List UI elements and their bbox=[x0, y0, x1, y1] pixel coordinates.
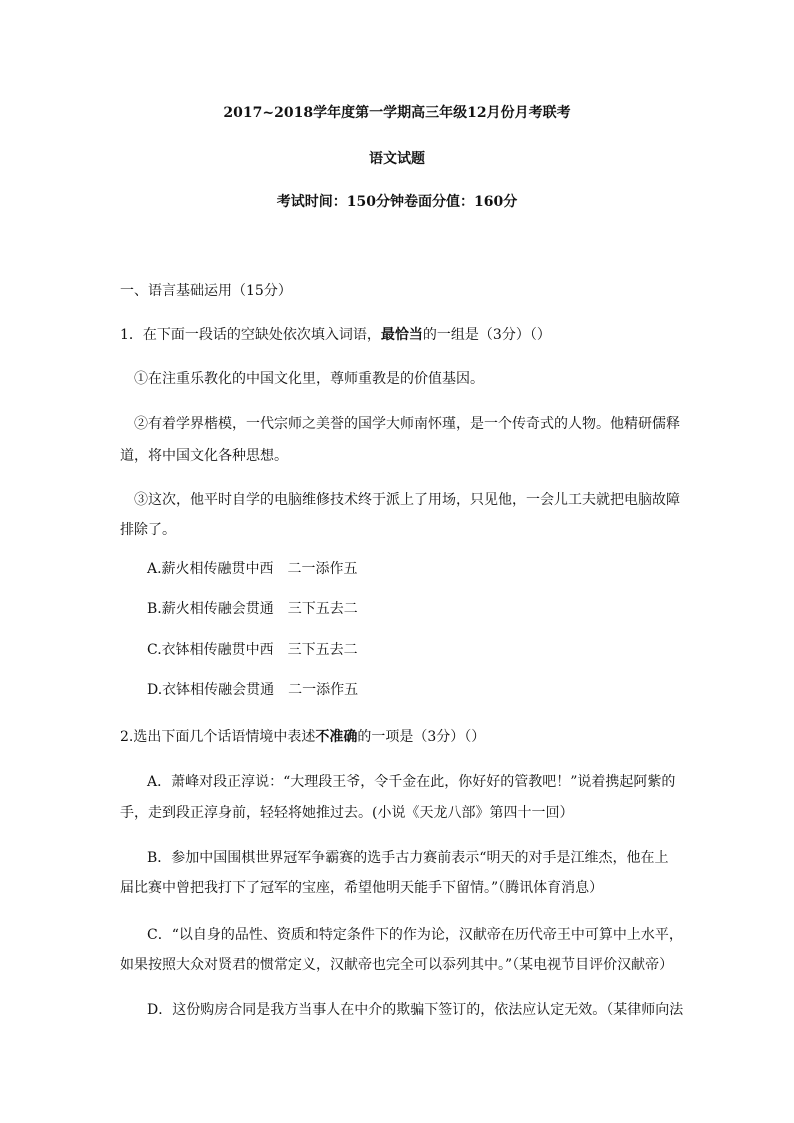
q2-option-a-line-2: 手，走到段正淳身前，轻轻将她推过去。(小说《天龙八部》第四十一回） bbox=[120, 805, 574, 821]
question-2-stem-part-b: 的一项是（3分）（） bbox=[357, 729, 486, 745]
sentence-3-line-1: ③这次，他平时自学的电脑维修技术终于派上了用场，只见他，一会儿工夫就把电脑故障 bbox=[134, 492, 680, 508]
sentence-3-line-2: 排除了。 bbox=[120, 522, 176, 538]
question-1-stem-part-b: 的一组是（3分）（） bbox=[422, 327, 551, 343]
q2-option-b-line-1: B．参加中国围棋世界冠军争霸赛的选手古力赛前表示“明天的对手是江维杰，他在上 bbox=[147, 850, 669, 866]
subject-title: 语文试题 bbox=[369, 151, 425, 167]
question-1-stem-part-a: 1．在下面一段话的空缺处依次填入词语， bbox=[120, 327, 381, 343]
exam-info: 考试时间：150分钟卷面分值：160分 bbox=[276, 194, 518, 210]
q2-option-a-line-1: A．萧峰对段正淳说：“大理段王爷，令千金在此，你好好的管教吧！”说着携起阿紫的 bbox=[147, 774, 676, 790]
question-2-stem bbox=[120, 727, 485, 747]
sentence-2-line-1: ②有着学界楷模，一代宗师之美誉的国学大师南怀瑾，是一个传奇式的人物。他精研儒释 bbox=[134, 416, 680, 432]
exam-title: 2017~2018学年度第一学期高三年级12月份月考联考 bbox=[223, 105, 571, 121]
section-heading: 一、语言基础运用（15分） bbox=[120, 283, 292, 299]
q2-option-d-line-1: D．这份购房合同是我方当事人在中介的欺骗下签订的，依法应认定无效。（某律师向法 bbox=[147, 1002, 684, 1018]
question-1-stem bbox=[120, 325, 551, 345]
option-b: B.薪火相传融会贯通 三下五去二 bbox=[147, 601, 358, 617]
question-2-emphasis: 不准确 bbox=[315, 729, 358, 745]
option-d: D.衣钵相传融会贯通 二一添作五 bbox=[147, 682, 359, 698]
sentence-1: ①在注重乐教化的中国文化里，尊师重教是的价值基因。 bbox=[134, 371, 484, 387]
q2-option-c-line-1: C．“以自身的品性、资质和特定条件下的作为论，汉献帝在历代帝王中可算中上水平， bbox=[147, 927, 683, 943]
option-a: A.薪火相传融贯中西 二一添作五 bbox=[147, 561, 358, 577]
q2-option-b-line-2: 届比赛中曾把我打下了冠军的宝座，希望他明天能手下留情。”（腾讯体育消息） bbox=[120, 880, 604, 896]
question-2-stem-part-a: 2.选出下面几个话语情境中表述 bbox=[120, 729, 316, 745]
sentence-2-line-2: 道，将中国文化各种思想。 bbox=[120, 448, 288, 464]
option-c: C.衣钵相传融贯中西 三下五去二 bbox=[147, 642, 358, 658]
question-1-emphasis: 最恰当 bbox=[380, 327, 423, 343]
q2-option-c-line-2: 如果按照大众对贤君的惯常定义，汉献帝也完全可以忝列其中。”（某电视节目评价汉献帝） bbox=[120, 957, 674, 973]
